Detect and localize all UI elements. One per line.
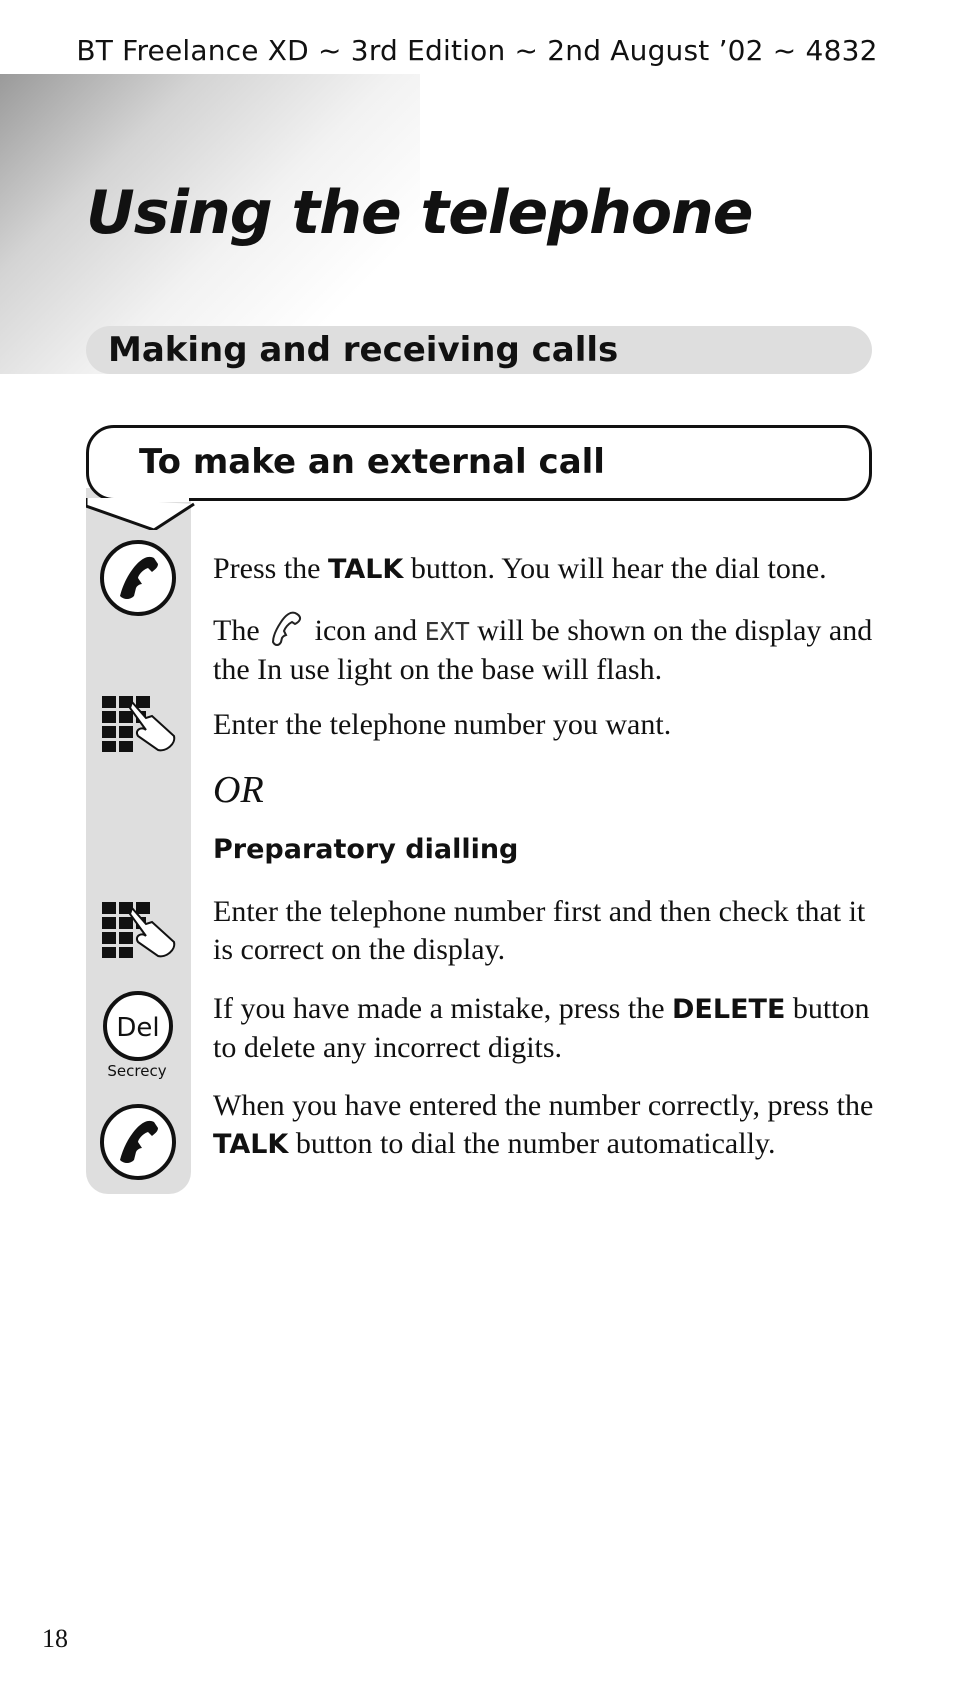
subsection-header <box>86 425 872 501</box>
or-separator: OR <box>213 769 264 811</box>
delete-keyword: DELETE <box>672 994 786 1025</box>
step-talk: Press the TALK button. You will hear the dial tone. <box>213 552 827 585</box>
preparatory-heading: Preparatory dialling <box>213 834 519 865</box>
subsection-title: To make an external call <box>139 442 605 482</box>
talk-keyword: TALK <box>328 554 404 585</box>
section-title: Making and receiving calls <box>108 330 619 370</box>
keypad-icon <box>102 696 182 752</box>
step-final: When you have entered the number correctly, press the TALK button to dial the number automatically. <box>213 1089 874 1160</box>
section-bar <box>86 326 872 374</box>
talk-button-icon <box>98 1102 178 1182</box>
secrecy-label: Secrecy <box>107 1062 167 1080</box>
running-header: BT Freelance XD ~ 3rd Edition ~ 2nd August ’02 ~ 4832 <box>76 34 878 67</box>
step-enter-number: Enter the telephone number you want. <box>213 708 672 741</box>
talk-keyword: TALK <box>213 1129 289 1160</box>
step-delete: If you have made a mistake, press the DELETE button to delete any incorrect digits. <box>213 992 870 1064</box>
ext-display-text: EXT <box>424 617 470 646</box>
talk-button-icon <box>98 538 178 618</box>
header-pointer <box>86 498 196 530</box>
delete-button-icon <box>101 989 175 1063</box>
handset-icon <box>267 608 307 648</box>
keypad-icon <box>102 902 182 958</box>
page-number: 18 <box>42 1624 68 1653</box>
page-title: Using the telephone <box>86 178 753 248</box>
step-display: The icon and EXT will be shown on the display and the In use light on the base will flash. <box>213 608 883 689</box>
del-label: Del <box>116 1013 160 1043</box>
step-prep-enter: Enter the telephone number first and then check that it is correct on the display. <box>213 895 866 966</box>
